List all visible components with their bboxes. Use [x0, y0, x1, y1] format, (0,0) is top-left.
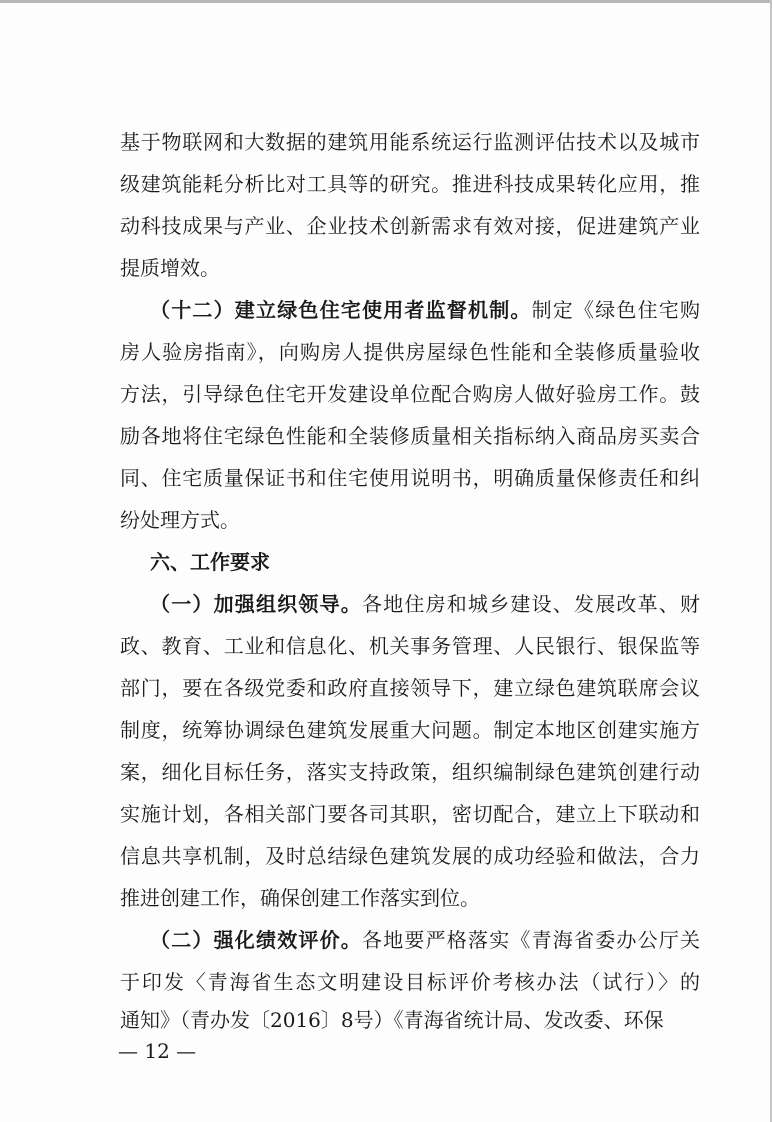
paragraph-line: 动科技成果与产业、企业技术创新需求有效对接，促进建筑产业 [120, 214, 700, 238]
section-1-title: （一）加强组织领导。 [150, 592, 362, 616]
section-12-first-line [150, 290, 700, 330]
paragraph-line: 通知》（青办发〔2016〕8号）《青海省统计局、发改委、环保 [120, 1008, 664, 1032]
paragraph-line: 实施计划，各相关部门要各司其职，密切配合，建立上下联动和 [120, 802, 700, 826]
section-1-first-line [150, 584, 700, 624]
paragraph-line: 制度，统筹协调绿色建筑发展重大问题。制定本地区创建实施方 [120, 718, 700, 742]
paragraph-line: 于印发〈青海省生态文明建设目标评价考核办法（试行）〉的 [120, 970, 700, 994]
paragraph-line: 部门，要在各级党委和政府直接领导下，建立绿色建筑联席会议 [120, 676, 700, 700]
section-2-title: （二）强化绩效评价。 [150, 928, 362, 952]
section-12-title: （十二）建立绿色住宅使用者监督机制。 [150, 298, 532, 322]
section-1-first-text: 各地住房和城乡建设、发展改革、财 [362, 592, 700, 616]
page-number: — 12 — [118, 1039, 197, 1063]
section-heading: 六、工作要求 [150, 550, 270, 574]
scan-top-edge [0, 0, 772, 3]
section-12-first-text: 制定《绿色住宅购 [531, 298, 701, 322]
section-2-first-text: 各地要严格落实《青海省委办公厅关 [362, 928, 700, 952]
paragraph-line: 级建筑能耗分析比对工具等的研究。推进科技成果转化应用，推 [120, 172, 700, 196]
paragraph-line: 推进创建工作，确保创建工作落实到位。 [120, 886, 480, 910]
paragraph-line: 同、住宅质量保证书和住宅使用说明书，明确质量保修责任和纠 [120, 466, 700, 490]
paragraph-line: 基于物联网和大数据的建筑用能系统运行监测评估技术以及城市 [120, 130, 700, 154]
paragraph-line: 提质增效。 [120, 256, 220, 280]
paragraph-line: 信息共享机制，及时总结绿色建筑发展的成功经验和做法，合力 [120, 844, 700, 868]
paragraph-line: 政、教育、工业和信息化、机关事务管理、人民银行、银保监等 [120, 634, 700, 658]
paragraph-line: 方法，引导绿色住宅开发建设单位配合购房人做好验房工作。鼓 [120, 382, 700, 406]
paragraph-line: 励各地将住宅绿色性能和全装修质量相关指标纳入商品房买卖合 [120, 424, 700, 448]
paragraph-line: 案，细化目标任务，落实支持政策，组织编制绿色建筑创建行动 [120, 760, 700, 784]
section-2-first-line [150, 920, 700, 960]
paragraph-line: 纷处理方式。 [120, 508, 240, 532]
paragraph-line: 房人验房指南》，向购房人提供房屋绿色性能和全装修质量验收 [120, 340, 700, 364]
